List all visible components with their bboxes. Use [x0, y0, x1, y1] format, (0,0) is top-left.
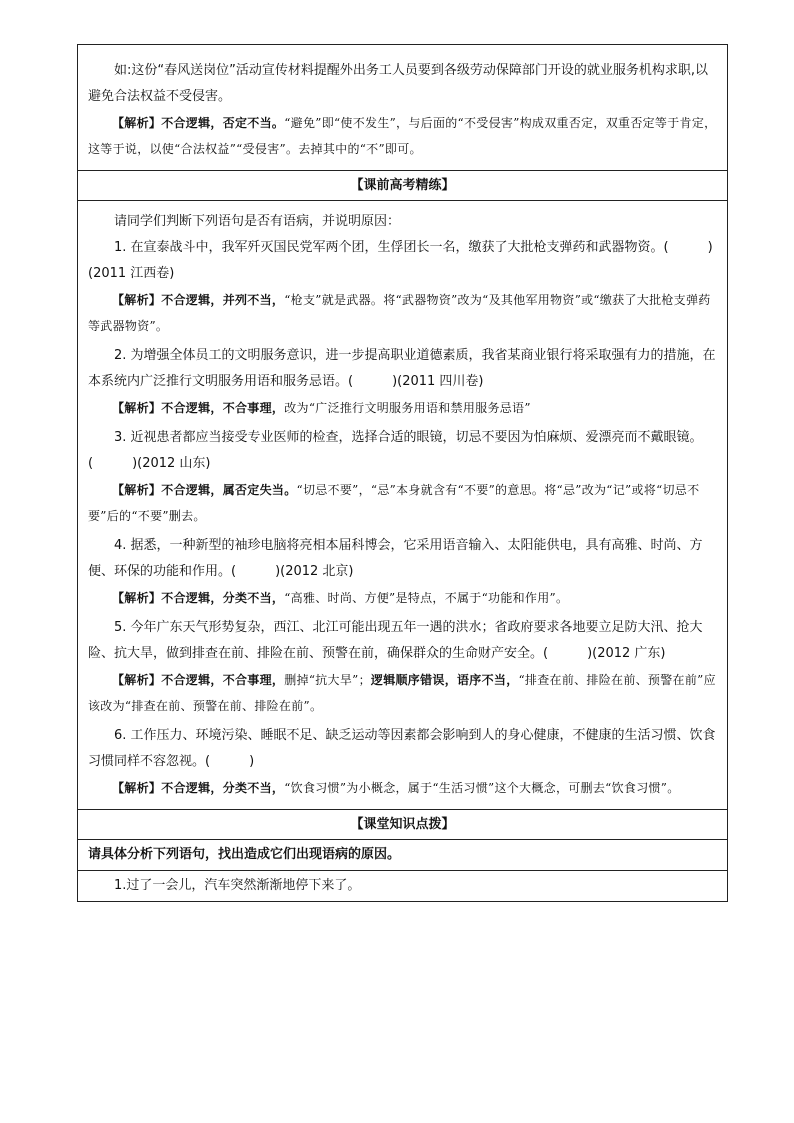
- in-class-intro-cell: [78, 839, 727, 870]
- in-class-item-cell: [78, 870, 727, 901]
- analysis-label: 【解析】: [112, 116, 162, 130]
- analysis-5: [88, 667, 717, 719]
- analysis-3: [88, 477, 717, 529]
- question-5: 5. 今年广东天气形势复杂，西江、北江可能出现五年一遇的洪水；省政府要求各地要立足防大汛、抢大险、抗大旱，做到排查在前、排险在前、预警在前，确保群众的生命财产安全。( )(2012 广东): [88, 620, 703, 661]
- analysis-text: “枪支”就是武器。将“武器物资”改为“及其他军用物资”或“缴获了大批枪支弹药等武器物资”。: [88, 293, 711, 333]
- analysis-key: 不合逻辑，分类不当，: [161, 591, 285, 605]
- analysis-label: 【解析】: [112, 591, 162, 605]
- in-class-intro: 请具体分析下列语句，找出造成它们出现语病的原因。: [88, 847, 401, 862]
- analysis-text-2: “排查在前、排险在前、预警在前”应该改为“排查在前、预警在前、排险在前”。: [88, 673, 716, 713]
- pre-class-cell: [78, 200, 727, 809]
- analysis-text: “避免”即“使不发生”，与后面的“不受侵害”构成双重否定，双重否定等于肯定，这等于说，以使“合法权益”“受侵害”。去掉其中的“不”即可。: [88, 116, 717, 156]
- question-2: 2. 为增强全体员工的文明服务意识，进一步提高职业道德素质，我省某商业银行将采取强有力的措施，在本系统内广泛推行文明服务用语和服务忌语。( )(2011 四川卷): [88, 348, 716, 389]
- analysis-label: 【解析】: [112, 293, 162, 307]
- analysis-key: 不合逻辑，否定不当。: [161, 116, 285, 130]
- analysis-1: [88, 287, 717, 339]
- analysis-key: 不合逻辑，分类不当，: [161, 781, 285, 795]
- analysis-label: 【解析】: [112, 483, 162, 497]
- analysis-text: 改为“广泛推行文明服务用语和禁用服务忌语”: [284, 401, 531, 415]
- analysis-key: 不合逻辑，不合事理，: [161, 401, 285, 415]
- analysis-text: “饮食习惯”为小概念，属于“生活习惯”这个大概念，可删去“饮食习惯”。: [284, 781, 680, 795]
- section-title-in-class: 【课堂知识点拨】: [78, 809, 727, 839]
- analysis-text: “高雅、时尚、方便”是特点，不属于“功能和作用”。: [284, 591, 569, 605]
- analysis-label: 【解析】: [112, 673, 162, 687]
- example-cell: [78, 45, 727, 170]
- question-1: 1. 在宣泰战斗中，我军歼灭国民党军两个团，生俘团长一名，缴获了大批枪支弹药和武器物资。( )(2011 江西卷): [88, 240, 713, 281]
- analysis-key: 不合逻辑，属否定失当。: [161, 483, 297, 497]
- section-title-pre-class: 【课前高考精练】: [78, 170, 727, 200]
- analysis-key: 不合逻辑，不合事理，: [161, 673, 285, 687]
- analysis-key-2: 逻辑顺序错误，语序不当，: [370, 673, 519, 687]
- analysis-2: [88, 395, 717, 421]
- in-class-item-1: 1.过了一会儿，汽车突然渐渐地停下来了。: [114, 878, 361, 893]
- document-table: [77, 44, 728, 902]
- analysis-6: [88, 775, 717, 801]
- analysis-key: 不合逻辑，并列不当，: [161, 293, 285, 307]
- question-6: 6. 工作压力、环境污染、睡眠不足、缺乏运动等因素都会影响到人的身心健康，不健康的生活习惯、饮食习惯同样不容忽视。( ): [88, 728, 716, 769]
- question-3: 3. 近视患者都应当接受专业医师的检查，选择合适的眼镜，切忌不要因为怕麻烦、爱漂亮而不戴眼镜。( )(2012 山东): [88, 430, 703, 471]
- analysis-label: 【解析】: [112, 781, 162, 795]
- analysis-text: “切忌不要”，“忌”本身就含有“不要”的意思。将“忌”改为“记”或将“切忌不要”后的“不要”删去。: [88, 483, 700, 523]
- example-sentence: 如:这份“春风送岗位”活动宣传材料提醒外出务工人员要到各级劳动保障部门开设的就业服务机构求职,以避免合法权益不受侵害。: [88, 63, 708, 104]
- analysis-label: 【解析】: [112, 401, 162, 415]
- analysis-text: 删掉“抗大旱”；: [284, 673, 371, 687]
- analysis-4: [88, 585, 717, 611]
- pre-class-intro: 请同学们判断下列语句是否有语病，并说明原因：: [114, 214, 401, 229]
- analysis: [88, 110, 717, 162]
- question-4: 4. 据悉，一种新型的袖珍电脑将亮相本届科博会，它采用语音输入、太阳能供电，具有高雅、时尚、方便、环保的功能和作用。( )(2012 北京): [88, 538, 703, 579]
